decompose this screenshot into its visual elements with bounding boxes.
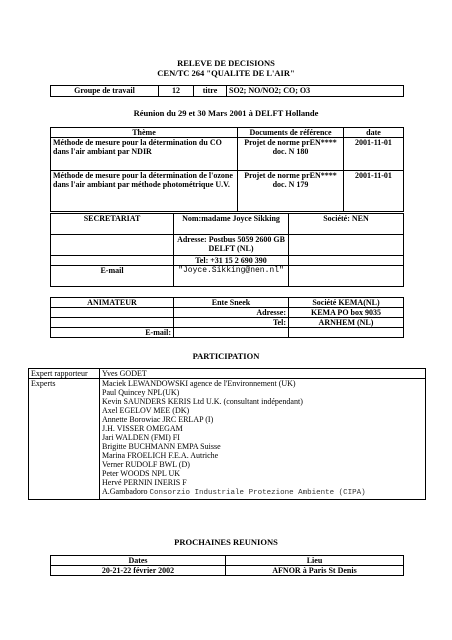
- themes-header-docs: Documents de référence: [238, 128, 344, 138]
- list-item: Hervé PERNIN INERIS F: [102, 478, 187, 487]
- animateur-addr1: KEMA PO box 9035: [289, 308, 404, 318]
- group-number: 12: [159, 86, 194, 97]
- date-cell: 2001-11-01: [344, 171, 404, 212]
- secretariat-email-label: E-mail: [51, 266, 174, 287]
- secretariat-tel: Tel: +31 15 2 690 390: [174, 256, 289, 266]
- secretariat-societe: Société: NEN: [289, 214, 404, 235]
- list-item: Peter WOODS NPL UK: [102, 469, 180, 478]
- list-item: Verner RUDOLF BWL (D): [102, 460, 190, 469]
- meeting-line: Réunion du 29 et 30 Mars 2001 à DELFT Hollande: [133, 108, 319, 118]
- animateur-email-label: E-mail:: [51, 328, 174, 338]
- prochaines-table: [50, 555, 404, 576]
- list-item: Brigitte BUCHMANN EMPA Suisse: [102, 442, 221, 451]
- titre-value: SO2; NO/NO2; CO; O3: [227, 86, 404, 97]
- table-row: [51, 566, 404, 576]
- meeting-date: 20-21-22 février 2002: [51, 566, 226, 576]
- animateur-societe: Société KEMA(NL): [289, 298, 404, 308]
- theme-cell: Méthode de mesure pour la détermination de l'ozone dans l'air ambiant par méthode photométrique U.V.: [51, 171, 238, 212]
- themes-table: [50, 127, 404, 212]
- doc-cell: Projet de norme prEN**** doc. N 179: [238, 171, 344, 212]
- list-item: Jari WALDEN (FMI) FI: [102, 433, 180, 442]
- table-row: [51, 171, 404, 212]
- animateur-addr2: ARNHEM (NL): [289, 318, 404, 328]
- doc-cell: Projet de norme prEN**** doc. N 180: [238, 138, 344, 171]
- list-item: Maciek LEWANDOWSKI agence de l'Environnement (UK): [102, 379, 296, 388]
- experts-label: Experts: [29, 379, 100, 500]
- themes-header-date: date: [344, 128, 404, 138]
- meeting-lieu: AFNOR à Paris St Denis: [226, 566, 404, 576]
- doc-title-line1: RELEVE DE DECISIONS: [177, 58, 275, 68]
- secretariat-label: SECRETARIAT: [51, 214, 174, 235]
- participation-title: PARTICIPATION: [192, 351, 260, 361]
- rapporteur-name: Yves GODET: [100, 369, 426, 379]
- last-expert-name: A.Gambadoro: [102, 487, 148, 496]
- animateur-tel-label: Tel:: [174, 318, 289, 328]
- theme-cell: Méthode de mesure pour la détermination du CO dans l'air ambiant par NDIR: [51, 138, 238, 171]
- doc-title-line2: CEN/TC 264 "QUALITE DE L'AIR": [157, 68, 295, 78]
- list-item: Axel EGELOV MEE (DK): [102, 406, 190, 415]
- titre-label: titre: [194, 86, 227, 97]
- participation-table: [28, 368, 426, 500]
- animateur-label: ANIMATEUR: [51, 298, 174, 308]
- secretariat-table: [50, 213, 404, 287]
- list-item: Marina FROELICH F.E.A. Autriche: [102, 451, 219, 460]
- last-expert-org: Consorzio Industriale Protezione Ambiente (CIPA): [149, 489, 366, 497]
- animateur-adresse-label: Adresse:: [174, 308, 289, 318]
- dates-label: Dates: [51, 556, 226, 566]
- secretariat-name: Nom:madame Joyce Sikking: [174, 214, 289, 235]
- date-cell: 2001-11-01: [344, 138, 404, 171]
- group-label: Groupe de travail: [51, 86, 159, 97]
- list-item: Paul Quincey NPL(UK): [102, 388, 180, 397]
- list-item: J.H. VISSER OMEGAM: [102, 424, 183, 433]
- list-item: Kevin SAUNDERS KERIS Ltd U.K. (consultant indépendant): [102, 397, 303, 406]
- secretariat-email: "Joyce.Sikking@nen.nl": [174, 266, 289, 287]
- list-item: Annette Borowiac JRC ERLAP (I): [102, 415, 214, 424]
- lieu-label: Lieu: [226, 556, 404, 566]
- animateur-table: [50, 297, 404, 338]
- list-item: [102, 487, 402, 498]
- animateur-name: Ente Sneek: [174, 298, 289, 308]
- secretariat-adresse: Adresse: Postbus 5059 2600 GB DELFT (NL): [174, 235, 289, 256]
- prochaines-title: PROCHAINES REUNIONS: [174, 537, 278, 547]
- table-row: [51, 138, 404, 171]
- group-table: [50, 85, 404, 97]
- themes-header-theme: Thème: [51, 128, 238, 138]
- rapporteur-label: Expert rapporteur: [29, 369, 100, 379]
